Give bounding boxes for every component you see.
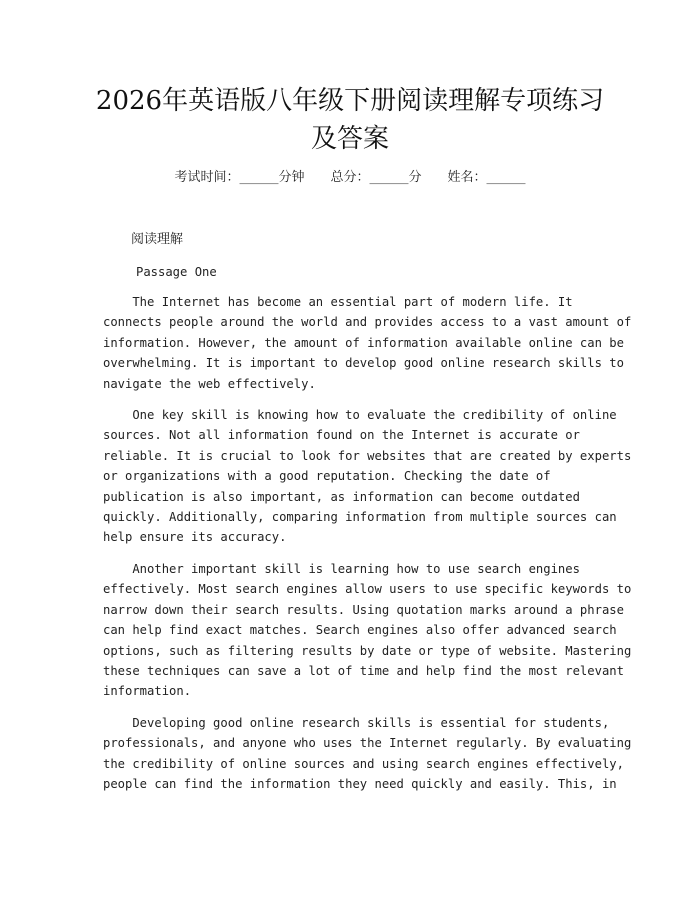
paragraph-line: professionals, and anyone who uses the Internet regularly. By evaluating	[103, 736, 632, 751]
paragraph-line: Developing good online research skills is essential for students,	[103, 716, 610, 730]
passage-heading: Passage One	[136, 265, 217, 279]
paragraph-line: connects people around the world and provides access to a vast amount of	[103, 315, 632, 330]
paragraph-line: information.	[103, 684, 192, 699]
paragraph-line: navigate the web effectively.	[103, 376, 316, 391]
paragraph-line: options, such as filtering results by date or type of website. Mastering	[103, 643, 632, 658]
paragraph-line: quickly. Additionally, comparing information from multiple sources can	[103, 510, 617, 525]
paragraph-line: these techniques can save a lot of time and help find the most relevant	[103, 664, 624, 679]
paragraph-line: sources. Not all information found on the Internet is accurate or	[103, 428, 580, 443]
title-line-1: 2026年英语版八年级下册阅读理解专项练习	[95, 86, 605, 116]
paragraph-line: effectively. Most search engines allow users to use specific keywords to	[103, 582, 632, 597]
exam-info	[0, 168, 700, 188]
paragraph-line: the credibility of online sources and using search engines effectively,	[103, 756, 624, 771]
paragraph-3	[103, 559, 632, 702]
title-line-2: 及答案	[310, 124, 389, 154]
exam-time-field: 考试时间：______分钟	[174, 170, 305, 185]
paragraph-line: One key skill is knowing how to evaluate the credibility of online	[103, 408, 617, 422]
paragraph-line: help ensure its accuracy.	[103, 530, 287, 545]
student-name-field: 姓名：______	[447, 170, 526, 185]
section-heading: 阅读理解	[131, 232, 184, 247]
paragraph-4	[103, 713, 632, 795]
paragraph-line: Another important skill is learning how to use search engines	[103, 562, 580, 576]
paragraph-1	[103, 292, 632, 394]
paragraph-line: publication is also important, as information can become outdated	[103, 489, 580, 504]
paragraph-line: people can find the information they need quickly and easily. This, in	[103, 777, 617, 792]
paragraph-2	[103, 405, 632, 548]
paragraph-line: information. However, the amount of information available online can be	[103, 335, 624, 350]
paragraph-line: can help find exact matches. Search engines also offer advanced search	[103, 623, 617, 638]
document-title	[60, 82, 640, 158]
paragraph-line: reliable. It is crucial to look for websites that are created by experts	[103, 448, 632, 463]
paragraph-line: overwhelming. It is important to develop good online research skills to	[103, 356, 624, 371]
paragraph-line: narrow down their search results. Using quotation marks around a phrase	[103, 602, 624, 617]
exam-score-field: 总分：______分	[330, 170, 422, 185]
paragraph-line: The Internet has become an essential part of modern life. It	[103, 295, 573, 309]
paragraph-line: or organizations with a good reputation. Checking the date of	[103, 469, 551, 484]
